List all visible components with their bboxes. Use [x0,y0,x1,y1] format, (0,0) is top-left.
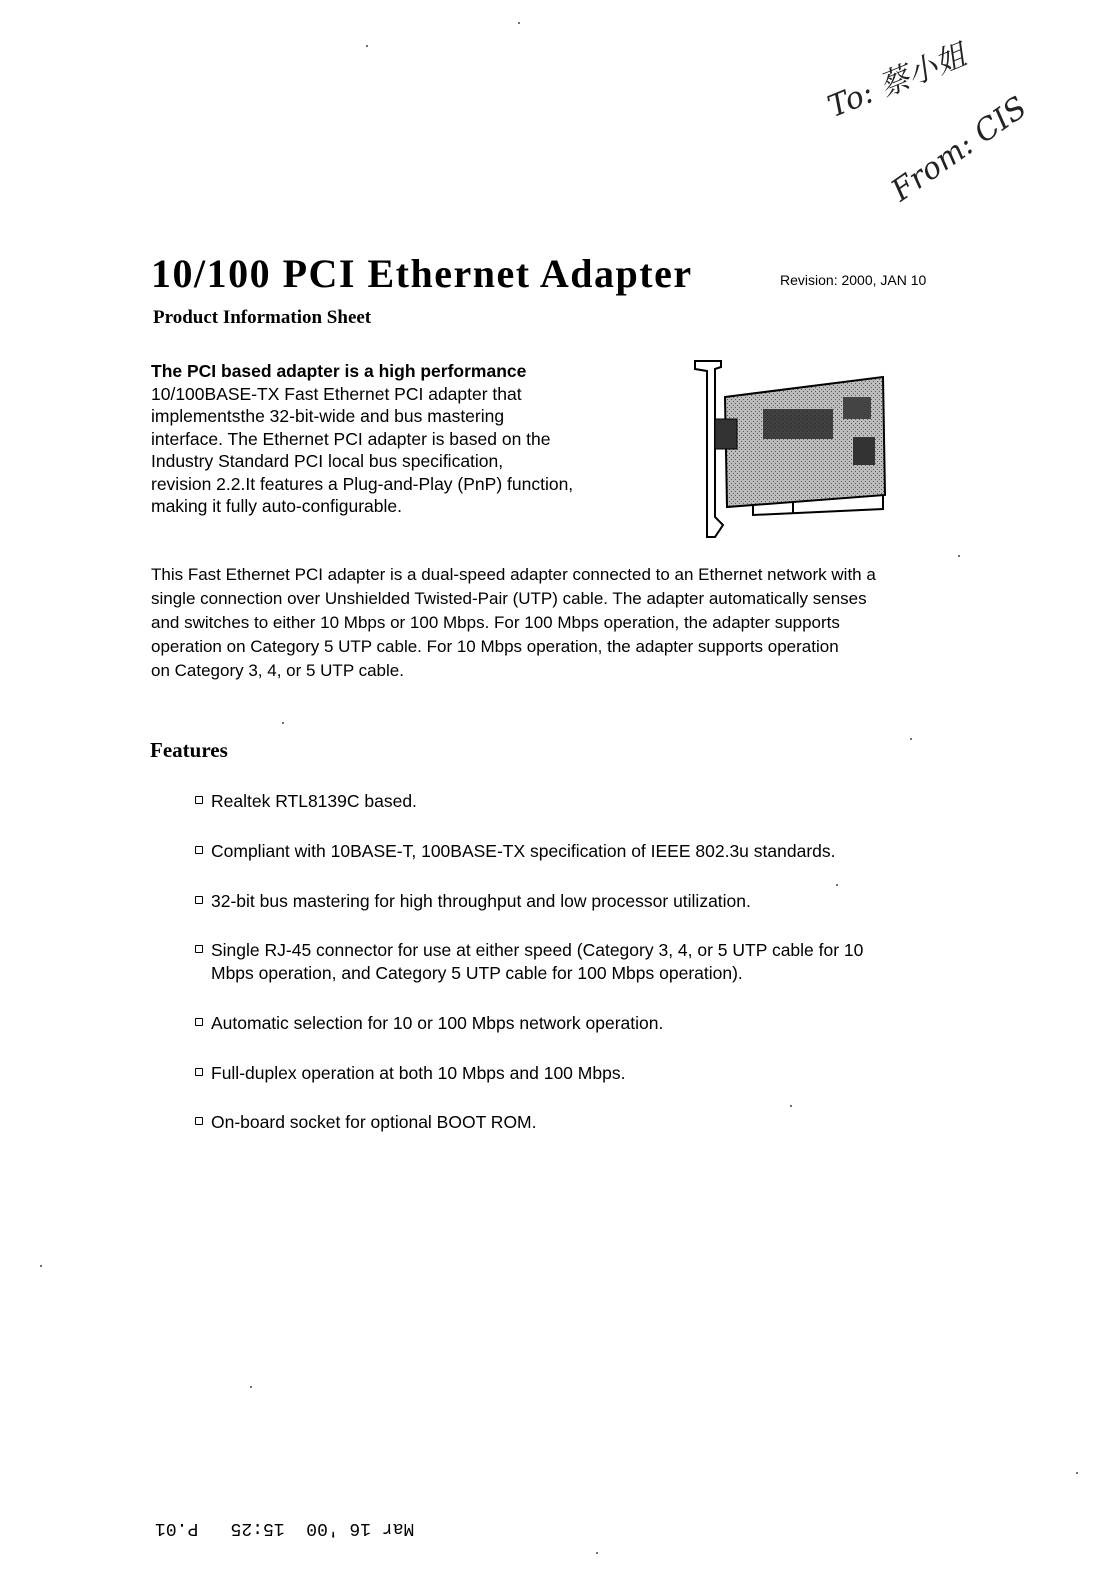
scan-speck [282,722,284,724]
handwritten-from: From: CIS [885,90,1034,209]
feature-text: Realtek RTL8139C based. [211,791,417,811]
feature-text: Full-duplex operation at both 10 Mbps and 100 Mbps. [211,1063,626,1083]
checkbox-bullet-icon [195,896,203,904]
feature-item [195,1062,995,1085]
pci-card-image [693,357,893,542]
feature-item [195,939,995,985]
feature-text: 32-bit bus mastering for high throughput and low processor utilization. [211,891,751,911]
intro-line: Industry Standard PCI local bus specification, [151,451,504,471]
intro-line: 10/100BASE-TX Fast Ethernet PCI adapter that [151,383,522,404]
feature-item [195,1012,995,1035]
checkbox-bullet-icon [195,1068,203,1076]
feature-item [195,890,995,913]
features-list [195,790,995,1134]
intro-line: interface. The Ethernet PCI adapter is based on the [151,428,551,449]
page-subtitle: Product Information Sheet [153,307,372,328]
feature-text: Automatic selection for 10 or 100 Mbps network operation. [211,1013,664,1033]
intro-line: revision 2.2.It features a Plug-and-Play (PnP) function, [151,473,574,494]
description-paragraph [151,563,1019,683]
checkbox-bullet-icon [195,945,203,953]
description-line: single connection over Unshielded Twisted-Pair (UTP) cable. The adapter automatically senses [151,589,867,608]
intro-line: implementsthe 32-bit-wide and bus mastering [151,406,505,426]
scan-speck [250,1386,252,1388]
checkbox-bullet-icon [195,1117,203,1125]
fax-header-footer: Mar 16 '00 15:25 P.01 [155,1518,415,1538]
scan-speck [518,22,520,24]
feature-item [195,790,995,813]
intro-paragraph [151,360,636,518]
scan-speck [366,45,368,47]
scan-speck [596,1552,598,1554]
feature-text: Mbps operation, and Category 5 UTP cable for 100 Mbps operation). [211,963,743,983]
page-title: 10/100 PCI Ethernet Adapter [151,251,693,296]
handwritten-to: To: 蔡小姐 [822,37,971,125]
revision-label: Revision: 2000, JAN 10 [780,272,927,288]
features-heading: Features [150,738,228,762]
scan-speck [40,1265,42,1267]
checkbox-bullet-icon [195,1018,203,1026]
checkbox-bullet-icon [195,796,203,804]
scan-speck [790,1105,792,1107]
checkbox-bullet-icon [195,846,203,854]
handwritten-note [800,37,1060,230]
feature-text: Compliant with 10BASE-T, 100BASE-TX specification of IEEE 802.3u standards. [211,841,836,861]
description-line: on Category 3, 4, or 5 UTP cable. [151,661,404,680]
feature-text: Single RJ-45 connector for use at either speed (Category 3, 4, or 5 UTP cable for 10 [211,940,864,960]
scan-speck [836,884,838,886]
description-line: and switches to either 10 Mbps or 100 Mbps. For 100 Mbps operation, the adapter supports [151,613,840,632]
scan-speck [958,555,960,557]
feature-item [195,1111,995,1134]
feature-text: On-board socket for optional BOOT ROM. [211,1112,537,1132]
scan-speck [1076,1472,1078,1474]
pci-ethernet-card-icon [693,357,893,542]
intro-line: The PCI based adapter is a high performance [151,361,527,381]
intro-line: making it fully auto-configurable. [151,496,402,516]
feature-item [195,840,995,863]
scan-speck [910,738,912,740]
description-line: This Fast Ethernet PCI adapter is a dual-speed adapter connected to an Ethernet network with a [151,565,876,584]
description-line: operation on Category 5 UTP cable. For 10 Mbps operation, the adapter supports operation [151,637,839,656]
